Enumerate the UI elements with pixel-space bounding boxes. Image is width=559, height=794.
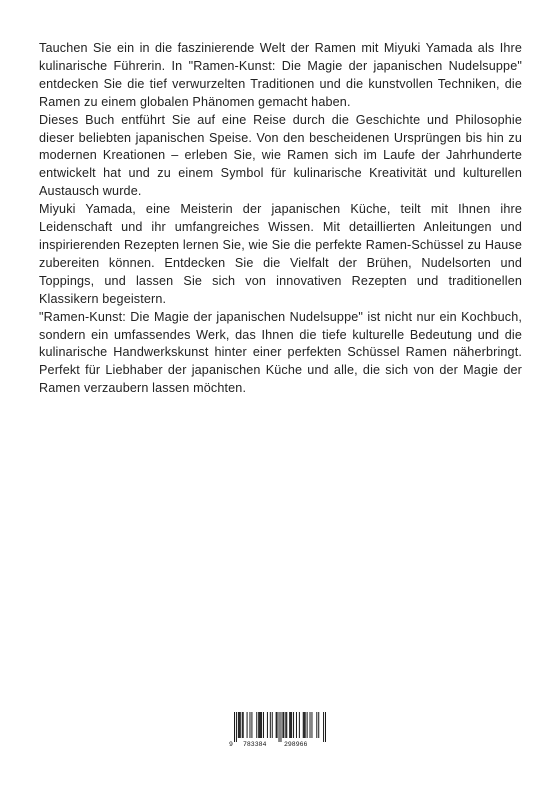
barcode-bar (239, 712, 240, 738)
isbn-right-group: 298966 (284, 741, 308, 748)
barcode-bar (299, 712, 300, 738)
blurb-paragraph-4: "Ramen-Kunst: Die Magie der japanischen Nudelsuppe" ist nicht nur ein Kochbuch, sondern ein umfassendes Werk, das Ihnen die tiefe kulturelle Bedeutung und die kulinarische Handwerkskunst hinter einer perfekten Schüssel Ramen näherbringt. Perfekt für Liebhaber der japanischen Küche und alle, die sich von der Magie der Ramen verzaubern lassen möchten. (39, 309, 522, 396)
barcode-bar (291, 712, 292, 738)
barcode-guard-bar (234, 712, 235, 742)
isbn-barcode (229, 712, 329, 752)
barcode-bar (267, 712, 268, 738)
barcode-bar (305, 712, 306, 738)
barcode-guard-bar (323, 712, 324, 742)
barcode-bar (251, 712, 252, 738)
barcode-bars (234, 712, 326, 742)
barcode-bar (304, 712, 305, 738)
isbn-first-digit: 9 (229, 741, 233, 748)
barcode-bar (263, 712, 264, 738)
barcode-bar (303, 712, 304, 738)
barcode-bar (243, 712, 244, 738)
barcode-bar (270, 712, 271, 738)
barcode-bar (310, 712, 311, 738)
barcode-bar (240, 712, 241, 738)
barcode-bar (238, 712, 239, 738)
blurb-text (39, 40, 522, 398)
barcode-bar (247, 712, 248, 738)
barcode-bar (296, 712, 297, 738)
barcode-guard-bar (279, 712, 280, 742)
barcode-bar (286, 712, 287, 738)
barcode-bar (277, 712, 278, 738)
barcode-bar (293, 712, 294, 738)
isbn-digits (229, 740, 329, 750)
barcode-bar (285, 712, 286, 738)
barcode-bar (242, 712, 243, 738)
barcode-bar (318, 712, 319, 738)
barcode-bar (282, 712, 283, 738)
isbn-left-group: 783384 (243, 741, 267, 748)
blurb-paragraph-2: Dieses Buch entführt Sie auf eine Reise durch die Geschichte und Philosophie dieser beliebten japanischen Speise. Von den bescheidenen Ursprüngen bis hin zu modernen Kreationen – erleben Sie, wie Ramen sich im Laufe der Jahrhunderte entwickelt hat und zu einem Symbol für kulinarische Kreativität und kulturellen Austausch wurde. (39, 112, 522, 199)
blurb-paragraph-1: Tauchen Sie ein in die faszinierende Welt der Ramen mit Miyuki Yamada als Ihre kulinarische Führerin. In "Ramen-Kunst: Die Magie der japanischen Nudelsuppe" entdecken Sie die tief verwurzelten Traditionen und die kunstvollen Techniken, die Ramen zu einem globalen Phänomen gemacht haben. (39, 41, 522, 109)
barcode-bar (289, 712, 290, 738)
barcode-bar (307, 712, 308, 738)
barcode-bar (316, 712, 317, 738)
barcode-guard-bar (280, 712, 281, 742)
barcode-bar (261, 712, 262, 738)
barcode-bar (290, 712, 291, 738)
barcode-bar (311, 712, 312, 738)
barcode-bar (260, 712, 261, 738)
barcode-bar (283, 712, 284, 738)
barcode-bar (256, 712, 257, 738)
barcode-bar (276, 712, 277, 738)
barcode-bar (272, 712, 273, 738)
barcode-bar (258, 712, 259, 738)
barcode-bar (249, 712, 250, 738)
barcode-bar (259, 712, 260, 738)
barcode-guard-bar (325, 712, 326, 742)
barcode-guard-bar (236, 712, 237, 742)
blurb-paragraph-3: Miyuki Yamada, eine Meisterin der japanischen Küche, teilt mit Ihnen ihre Leidenschaft und ihr umfangreiches Wissen. Mit detaillierten Anleitungen und inspirierenden Rezepten lernen Sie, wie Sie die perfekte Ramen-Schüssel zu Hause zubereiten können. Entdecken Sie die Vielfalt der Brühen, Nudelsorten und Toppings, und lassen Sie sich von innovativen Rezepten und traditionellen Klassikern begeistern. (39, 202, 522, 306)
